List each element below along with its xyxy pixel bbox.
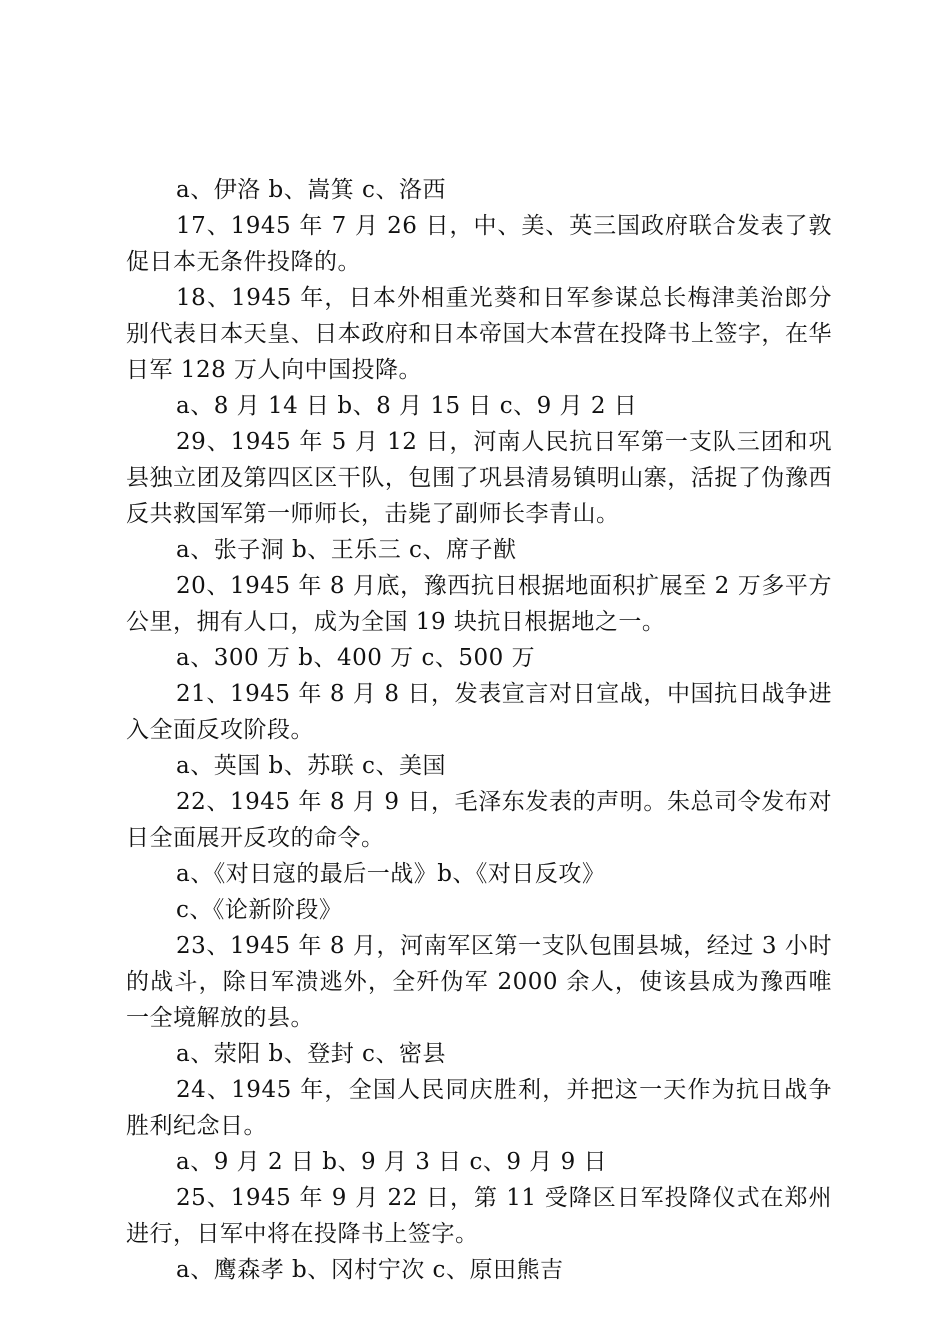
question-22: 22、1945 年 8 月 9 日，毛泽东发表的声明。朱总司令发布对日全面展开反攻的命令。 bbox=[126, 789, 832, 851]
answer-options: a、《对日寇的最后一战》b、《对日反攻》 bbox=[176, 861, 606, 887]
answer-options: a、8 月 14 日 b、8 月 15 日 c、9 月 2 日 bbox=[176, 393, 638, 419]
answer-options: a、伊洛 b、嵩箕 c、洛西 bbox=[176, 177, 446, 203]
answer-options: c、《论新阶段》 bbox=[176, 897, 343, 923]
answer-options: a、9 月 2 日 b、9 月 3 日 c、9 月 9 日 bbox=[176, 1149, 608, 1175]
answer-options: a、荥阳 b、登封 c、密县 bbox=[176, 1041, 446, 1067]
question-21: 21、1945 年 8 月 8 日，发表宣言对日宣战，中国抗日战争进入全面反攻阶段。 bbox=[126, 681, 832, 743]
question-29: 29、1945 年 5 月 12 日，河南人民抗日军第一支队三团和巩县独立团及第四区区干队，包围了巩县清易镇明山寨，活捉了伪豫西反共救国军第一师师长，击毙了副师长李青山。 bbox=[126, 429, 832, 527]
answer-options: a、300 万 b、400 万 c、500 万 bbox=[176, 645, 536, 671]
question-23: 23、1945 年 8 月，河南军区第一支队包围县城，经过 3 小时的战斗，除日军溃逃外，全歼伪军 2000 余人，使该县成为豫西唯一全境解放的县。 bbox=[126, 933, 832, 1031]
question-18: 18、1945 年，日本外相重光葵和日军参谋总长梅津美治郎分别代表日本天皇、日本政府和日本帝国大本营在投降书上签字，在华日军 128 万人向中国投降。 bbox=[126, 285, 832, 383]
answer-options: a、张子洞 b、王乐三 c、席子猷 bbox=[176, 537, 517, 563]
question-20: 20、1945 年 8 月底，豫西抗日根据地面积扩展至 2 万多平方公里，拥有人口，成为全国 19 块抗日根据地之一。 bbox=[126, 573, 832, 635]
answer-options: a、鹰森孝 b、冈村宁次 c、原田熊吉 bbox=[176, 1257, 564, 1283]
answer-options: a、英国 b、苏联 c、美国 bbox=[176, 753, 446, 779]
question-25: 25、1945 年 9 月 22 日，第 11 受降区日军投降仪式在郑州进行，日军中将在投降书上签字。 bbox=[126, 1185, 832, 1247]
document-body bbox=[126, 172, 832, 1288]
question-24: 24、1945 年，全国人民同庆胜利，并把这一天作为抗日战争胜利纪念日。 bbox=[126, 1077, 832, 1139]
question-17: 17、1945 年 7 月 26 日，中、美、英三国政府联合发表了敦促日本无条件投降的。 bbox=[126, 213, 832, 275]
